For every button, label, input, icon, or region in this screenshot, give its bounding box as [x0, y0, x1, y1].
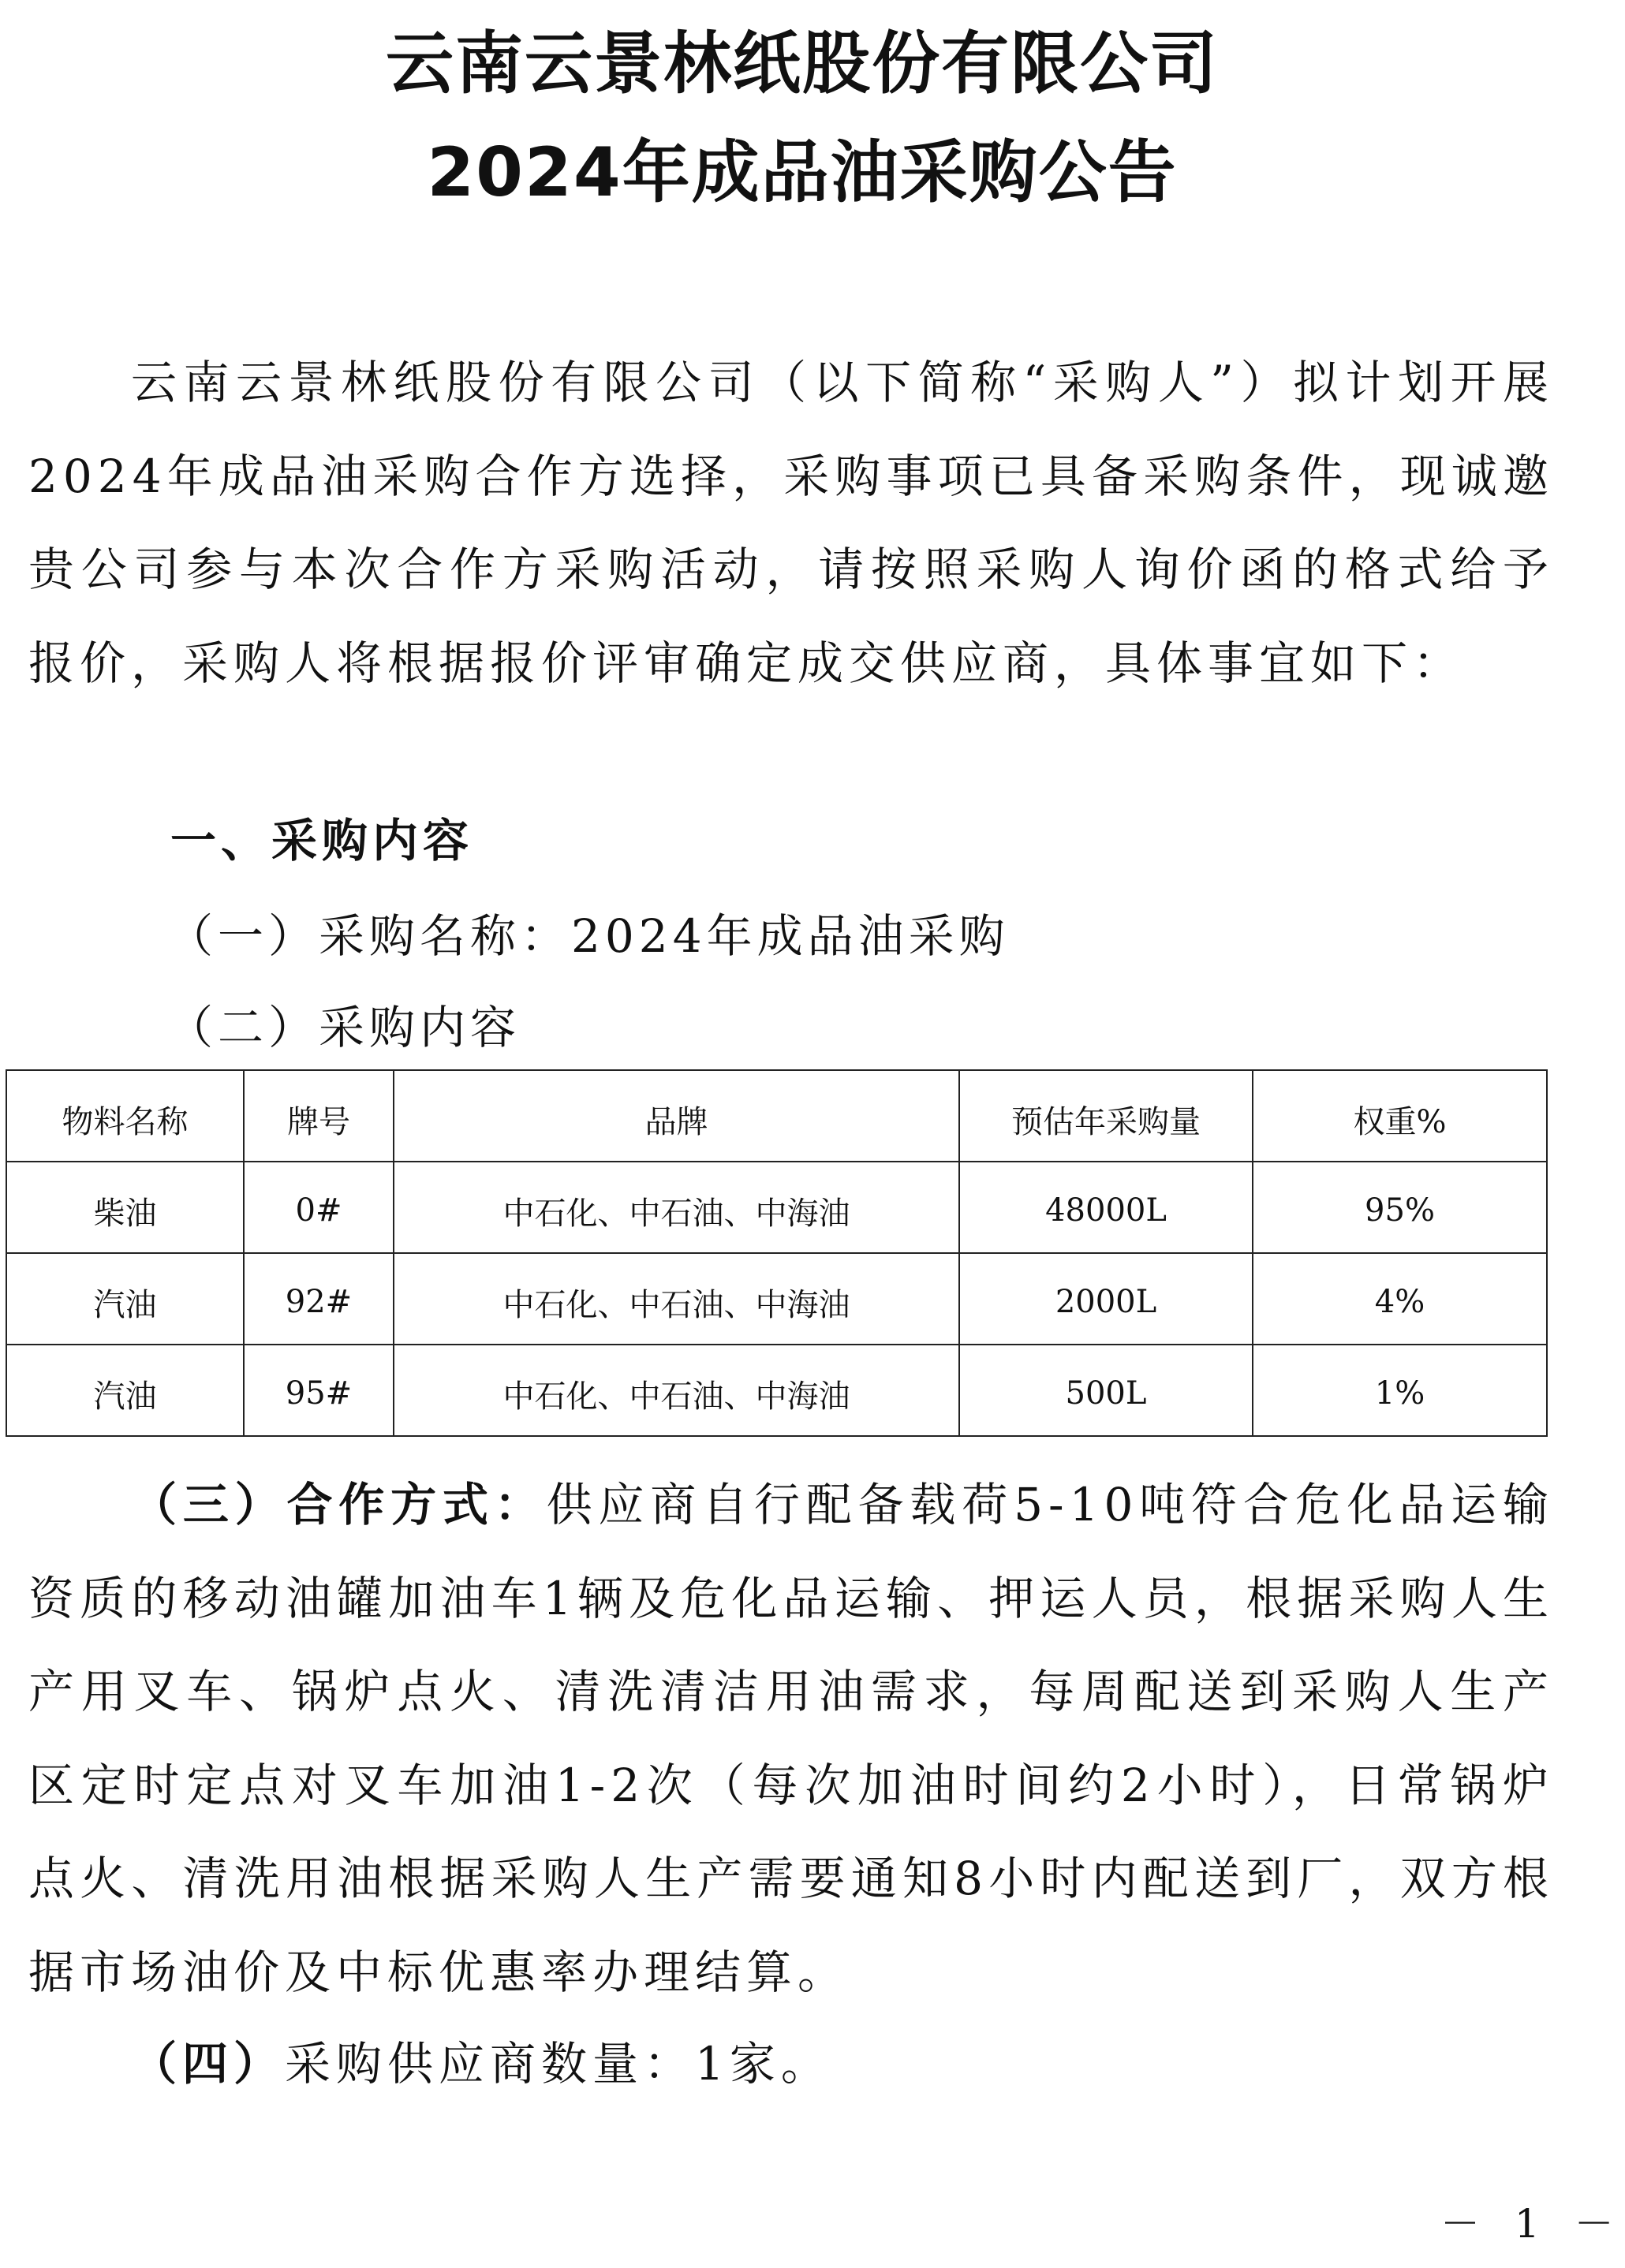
table-cell: 0# — [244, 1162, 394, 1253]
page-number: － 1 － — [1440, 2201, 1625, 2247]
cooperation-method-text: 供应商自行配备载荷5-10吨符合危化品运输资质的移动油罐加油车1辆及危化品运输、押运人员，根据采购人生产用叉车、锅炉点火、清洗清洁用油需求，每周配送到采购人生产区定时定点对叉车加油1-2次（每次加油时间约2小时），日常锅炉点火、清洗用油根据采购人生产需要通知8小时内配送到厂，双方根据市场油价及中标优惠率办理结算。 — [28, 1478, 1554, 1999]
table-cell: 500L — [959, 1345, 1253, 1436]
table-cell: 柴油 — [6, 1162, 244, 1253]
table-cell: 4% — [1253, 1253, 1547, 1345]
table-cell: 2000L — [959, 1253, 1253, 1345]
table-row — [6, 1253, 1547, 1345]
supplier-count-label: （四） — [131, 2037, 286, 2091]
section-heading-purchase-content: 一、采购内容 — [170, 814, 474, 867]
table-cell: 中石化、中石油、中海油 — [394, 1162, 959, 1253]
table-cell: 中石化、中石油、中海油 — [394, 1345, 959, 1436]
table-header-cell: 物料名称 — [6, 1070, 244, 1162]
supplier-count-paragraph — [28, 2017, 1554, 2111]
intro-paragraph: 云南云景林纸股份有限公司（以下简称“采购人”）拟计划开展2024年成品油采购合作方选择，采购事项已具备采购条件，现诚邀贵公司参与本次合作方采购活动，请按照采购人询价函的格式给予报价，采购人将根据报价评审确定成交供应商，具体事宜如下： — [28, 356, 1554, 690]
table-header-cell: 牌号 — [244, 1070, 394, 1162]
purchase-items-table — [6, 1069, 1548, 1437]
table-cell: 92# — [244, 1253, 394, 1345]
table-cell: 汽油 — [6, 1345, 244, 1436]
cooperation-method-paragraph — [28, 1458, 1554, 2019]
table-cell: 中石化、中石油、中海油 — [394, 1253, 959, 1345]
table-header-cell: 权重% — [1253, 1070, 1547, 1162]
table-header-row — [6, 1070, 1547, 1162]
document-title-line2: 2024年成品油采购公告 — [427, 133, 1178, 212]
table-cell: 48000L — [959, 1162, 1253, 1253]
cooperation-method-label: （三）合作方式： — [131, 1478, 547, 1531]
subsection-purchase-content: （二）采购内容 — [167, 1001, 521, 1054]
table-row — [6, 1345, 1547, 1436]
document-title-line1: 云南云景林纸股份有限公司 — [386, 24, 1219, 103]
table-header-cell: 预估年采购量 — [959, 1070, 1253, 1162]
table-row — [6, 1162, 1547, 1253]
table-cell: 95# — [244, 1345, 394, 1436]
table-cell: 1% — [1253, 1345, 1547, 1436]
table-cell: 95% — [1253, 1162, 1547, 1253]
table-header-cell: 品牌 — [394, 1070, 959, 1162]
table-cell: 汽油 — [6, 1253, 244, 1345]
supplier-count-text: 采购供应商数量：1家。 — [285, 2037, 832, 2091]
subsection-purchase-name: （一）采购名称：2024年成品油采购 — [167, 909, 1010, 963]
